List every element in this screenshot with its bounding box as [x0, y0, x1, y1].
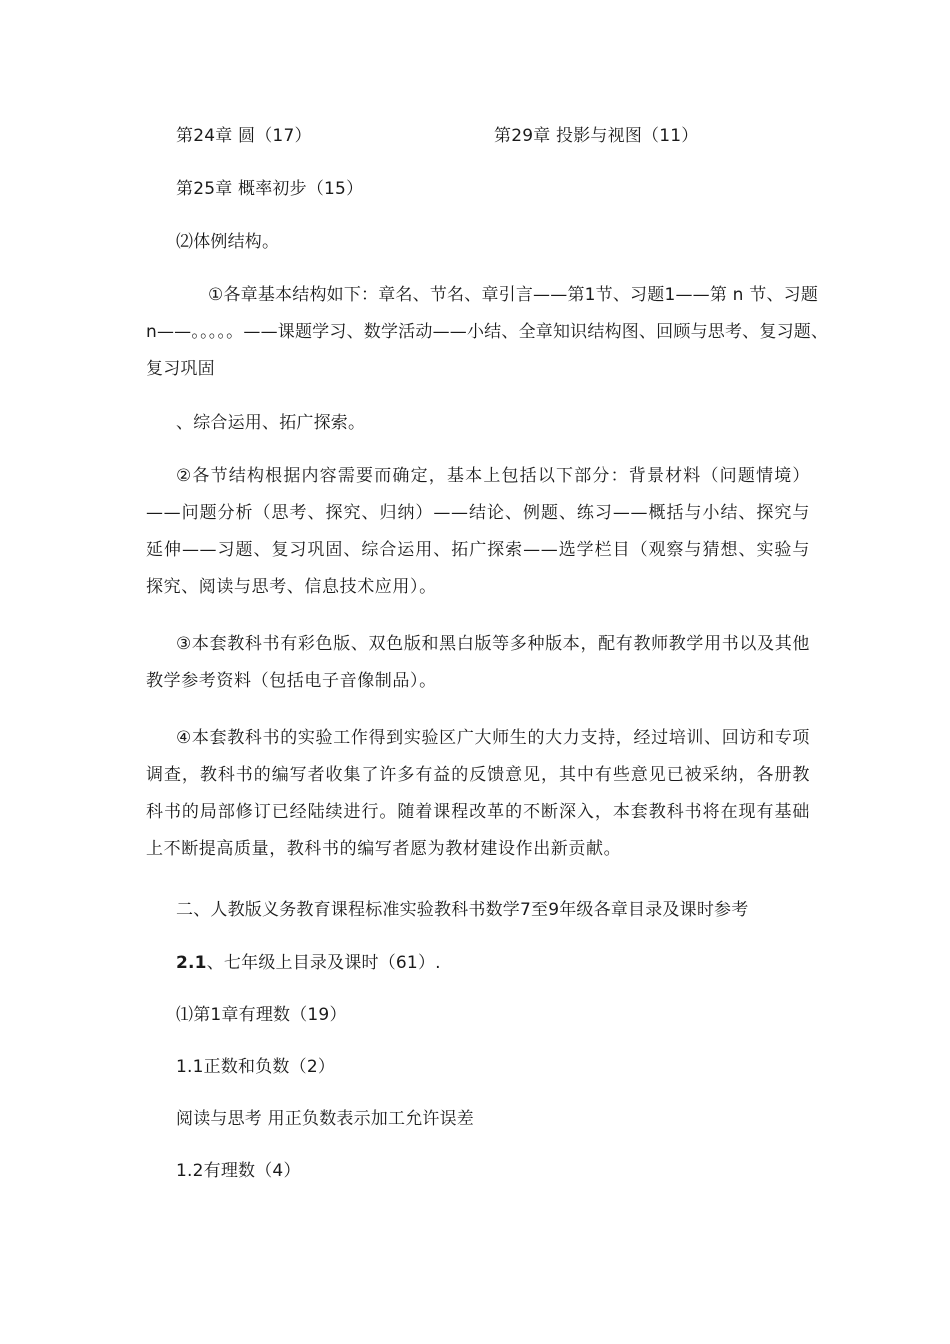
item1-line1: ①各章基本结构如下：章名、节名、章引言——第1节、习题1——第 n 节、习题 — [208, 285, 819, 305]
item3-paragraph: ③本套教科书有彩色版、双色版和黑白版等多种版本，配有教师教学用书以及其他教学参考资料（包括电子音像制品）。 — [146, 634, 810, 691]
chapter-24: 第24章 圆（17） — [176, 126, 312, 146]
chapter-1-heading: ⑴第1章有理数（19） — [176, 1005, 347, 1025]
subsection-2-1-number: 2.1 — [176, 953, 207, 973]
structure-heading: ⑵体例结构。 — [176, 232, 280, 252]
subsection-2-1 — [176, 951, 441, 975]
item1-line4: 、综合运用、拓广探索。 — [176, 413, 366, 433]
chapter-25: 第25章 概率初步（15） — [176, 179, 364, 199]
item2-paragraph: ②各节结构根据内容需要而确定，基本上包括以下部分：背景材料（问题情境）——问题分析（思考、探究、归纳）——结论、例题、练习——概括与小结、探究与延伸——习题、复习巩固、综合运用、拓广探索——选学栏目（观察与猜想、实验与探究、阅读与思考、信息技术应用）。 — [146, 466, 810, 597]
section-1-2: 1.2有理数（4） — [176, 1161, 301, 1181]
section-two-title: 二、人教版义务教育课程标准实验教科书数学7至9年级各章目录及课时参考 — [176, 900, 749, 920]
subsection-2-1-text: 、七年级上目录及课时（61）. — [206, 953, 441, 973]
item1-line3: 复习巩固 — [146, 359, 215, 379]
chapter-29: 第29章 投影与视图（11） — [494, 126, 699, 146]
item1-line2: n——。。。。。——课题学习、数学活动——小结、全章知识结构图、回顾与思考、复习题、 — [146, 322, 829, 342]
item4-paragraph: ④本套教科书的实验工作得到实验区广大师生的大力支持，经过培训、回访和专项调查，教科书的编写者收集了许多有益的反馈意见，其中有些意见已被采纳，各册教科书的局部修订已经陆续进行。随着课程改革的不断深入，本套教科书将在现有基础上不断提高质量，教科书的编写者愿为教材建设作出新贡献。 — [146, 728, 810, 859]
section-1-1: 1.1正数和负数（2） — [176, 1057, 336, 1077]
reading-and-thinking: 阅读与思考 用正负数表示加工允许误差 — [176, 1109, 475, 1129]
